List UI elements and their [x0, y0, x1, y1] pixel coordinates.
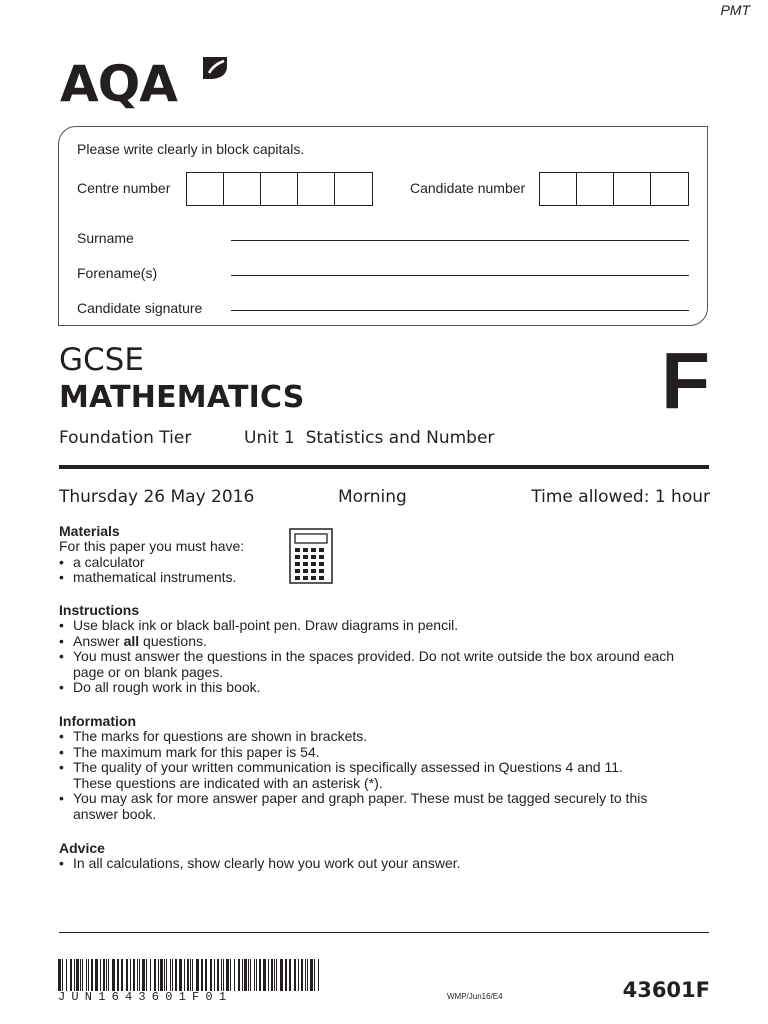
- aqa-logo: [60, 56, 230, 112]
- paper-code: 43601F: [622, 978, 710, 1002]
- centre-number-digit[interactable]: [224, 173, 261, 205]
- surname-label: Surname: [77, 230, 134, 246]
- forenames-label: Forename(s): [77, 265, 158, 281]
- list-item: • mathematical instruments.: [59, 570, 289, 586]
- advice-heading: Advice: [59, 840, 105, 856]
- instructions-section: [59, 602, 709, 696]
- candidate-number-digit[interactable]: [540, 173, 577, 205]
- title-divider: [59, 465, 709, 469]
- qualification-title: GCSE: [59, 342, 144, 378]
- subject-title: MATHEMATICS: [59, 380, 305, 415]
- materials-heading: Materials: [59, 523, 120, 539]
- footer-divider: [59, 932, 709, 933]
- advice-section: [59, 840, 709, 872]
- information-list: [59, 729, 709, 823]
- answer-all-emphasis: all: [123, 632, 140, 649]
- candidate-number-digit[interactable]: [614, 173, 651, 205]
- tier-letter: F: [661, 336, 710, 425]
- materials-section: [59, 523, 289, 586]
- barcode: [58, 959, 322, 991]
- candidate-number-digit[interactable]: [651, 173, 688, 205]
- centre-number-digit[interactable]: [261, 173, 298, 205]
- centre-number-digit[interactable]: [335, 173, 372, 205]
- candidate-number-field[interactable]: [539, 172, 689, 206]
- surname-field[interactable]: [231, 240, 689, 241]
- block-capitals-instruction: Please write clearly in block capitals.: [77, 141, 305, 157]
- information-section: [59, 713, 709, 823]
- exam-session: Morning: [338, 487, 407, 507]
- exam-date: Thursday 26 May 2016: [59, 487, 255, 507]
- unit-label: Unit 1 Statistics and Number: [244, 428, 495, 448]
- centre-number-digit[interactable]: [298, 173, 335, 205]
- list-item: • The quality of your written communication is specifically assessed in Questions 4 and 11. These questions are indicated with an asterisk (*).: [59, 760, 709, 791]
- list-item: • In all calculations, show clearly how you work out your answer.: [59, 856, 709, 872]
- list-item: • You must answer the questions in the spaces provided. Do not write outside the box around each page or on blank pages.: [59, 649, 709, 680]
- candidate-number-digit[interactable]: [577, 173, 614, 205]
- list-item: • a calculator: [59, 555, 289, 571]
- paper-reference: WMP/Jun16/E4: [447, 992, 503, 1001]
- leaf-icon: [202, 56, 228, 80]
- signature-label: Candidate signature: [77, 300, 203, 316]
- time-allowed: Time allowed: 1 hour: [531, 487, 710, 507]
- list-item: • You may ask for more answer paper and graph paper. These must be tagged securely to this answer book.: [59, 791, 709, 822]
- signature-field[interactable]: [231, 310, 689, 311]
- list-item: • Do all rough work in this book.: [59, 680, 709, 696]
- answer-all-suffix: questions.: [139, 632, 207, 649]
- list-item: • The maximum mark for this paper is 54.: [59, 745, 709, 761]
- calculator-icon: [289, 528, 333, 584]
- tier-label: Foundation Tier: [59, 428, 192, 448]
- candidate-details-box: [58, 126, 708, 326]
- centre-number-label: Centre number: [77, 180, 171, 196]
- centre-number-field[interactable]: [186, 172, 373, 206]
- centre-number-digit[interactable]: [187, 173, 224, 205]
- advice-list: [59, 856, 709, 872]
- barcode-text: JUN1643601F01: [58, 990, 233, 1004]
- list-item: • Use black ink or black ball-point pen. Draw diagrams in pencil.: [59, 618, 709, 634]
- instructions-list: [59, 618, 709, 696]
- materials-intro: For this paper you must have:: [59, 538, 245, 554]
- forenames-field[interactable]: [231, 275, 689, 276]
- answer-all-prefix: Answer: [73, 632, 124, 649]
- pmt-watermark: PMT: [720, 2, 750, 18]
- instructions-heading: Instructions: [59, 602, 140, 618]
- list-item: [59, 634, 709, 650]
- materials-list: [59, 555, 289, 586]
- list-item: • The marks for questions are shown in brackets.: [59, 729, 709, 745]
- information-heading: Information: [59, 713, 136, 729]
- candidate-number-label: Candidate number: [410, 180, 526, 196]
- logo-text: AQA: [60, 55, 177, 113]
